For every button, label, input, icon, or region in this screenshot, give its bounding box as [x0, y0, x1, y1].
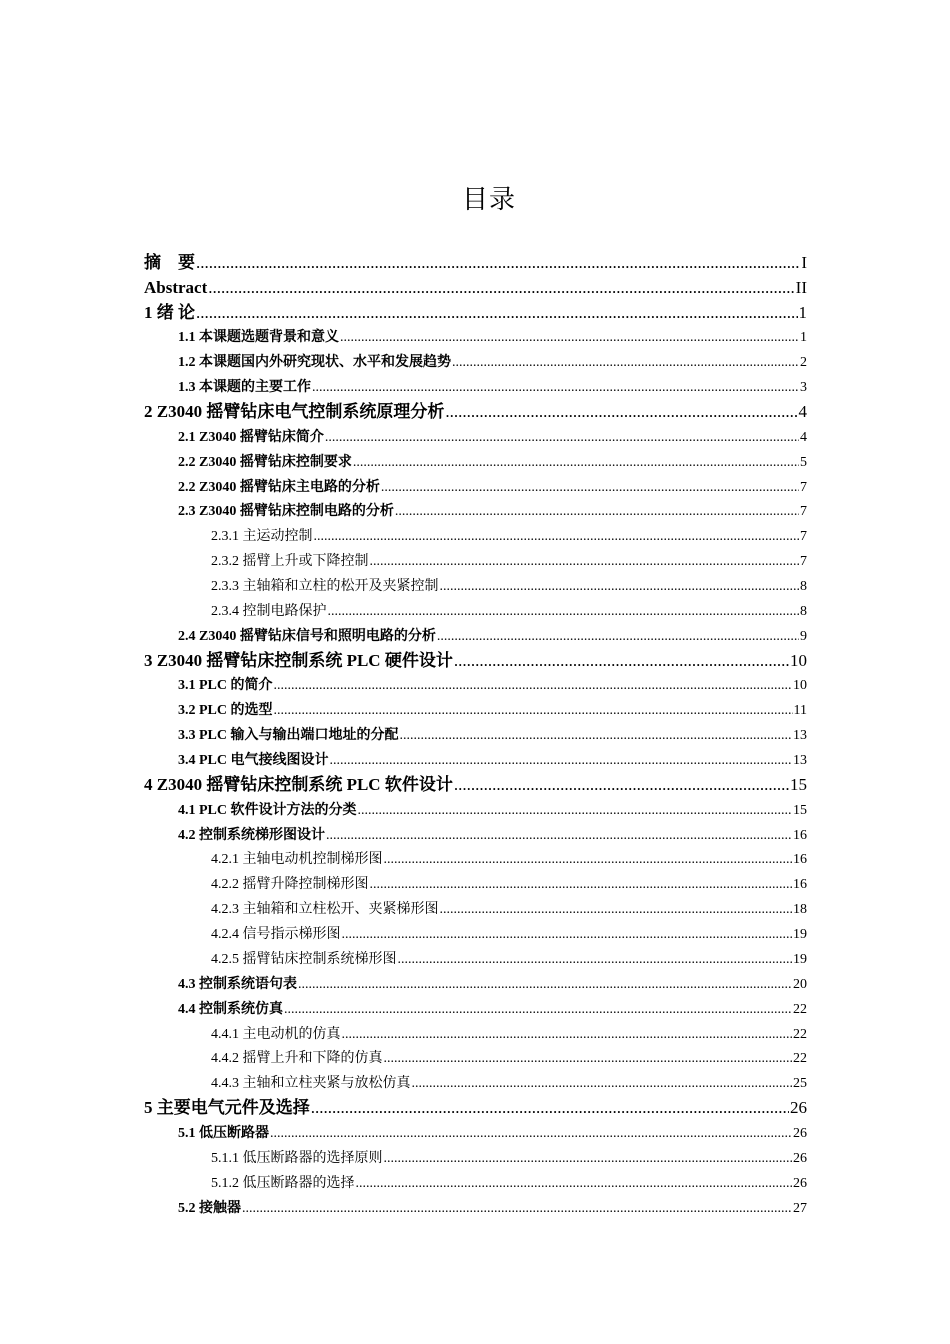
toc-page-number: 7 — [800, 529, 807, 545]
toc-dot-leader — [358, 801, 793, 821]
toc-entry-title: 4.1 PLC 软件设计方法的分类 — [178, 802, 357, 818]
toc-dot-leader — [326, 826, 792, 846]
toc-page-number: 26 — [793, 1175, 807, 1191]
toc-entry-title: 2.4 Z3040 摇臂钻床信号和照明电路的分析 — [178, 628, 436, 644]
toc-page-number: 3 — [800, 380, 807, 396]
toc-dot-leader — [274, 701, 793, 721]
toc-page-number: 16 — [793, 852, 807, 868]
toc-entry[interactable] — [144, 299, 807, 324]
toc-dot-leader — [370, 552, 800, 572]
toc-entry[interactable] — [144, 696, 807, 721]
toc-entry-title: 3 Z3040 摇臂钻床控制系统 PLC 硬件设计 — [144, 650, 453, 670]
toc-page-number: 10 — [790, 650, 807, 670]
toc-page-number: 26 — [793, 1150, 807, 1166]
toc-entry-title: 3.1 PLC 的简介 — [178, 678, 273, 694]
toc-entry-title: 摘 要 — [144, 252, 195, 272]
toc-dot-leader — [196, 252, 800, 274]
toc-entry-title: 1.2 本课题国内外研究现状、水平和发展趋势 — [178, 355, 451, 371]
toc-page-number: 7 — [800, 479, 807, 495]
toc-entry-title: 1.3 本课题的主要工作 — [178, 380, 311, 396]
toc-dot-leader — [412, 1074, 793, 1094]
toc-entry-title: 4.2 控制系统梯形图设计 — [178, 827, 325, 843]
toc-dot-leader — [370, 875, 793, 895]
toc-dot-leader — [342, 1025, 793, 1045]
toc-page-number: 26 — [793, 1125, 807, 1141]
toc-entry-title: 4 Z3040 摇臂钻床控制系统 PLC 软件设计 — [144, 774, 453, 794]
toc-entry[interactable] — [144, 622, 807, 647]
toc-dot-leader — [454, 774, 789, 796]
toc-entry-title: 2.3.4 控制电路保护 — [211, 603, 327, 619]
toc-entry[interactable] — [144, 970, 807, 995]
toc-dot-leader — [454, 650, 789, 672]
toc-dot-leader — [330, 751, 793, 771]
toc-entry[interactable] — [144, 995, 807, 1020]
toc-entry[interactable] — [144, 647, 807, 672]
toc-page-number: 4 — [800, 429, 807, 445]
toc-page-number: 4 — [798, 402, 807, 422]
toc-entry[interactable] — [144, 821, 807, 846]
toc-page-number: 11 — [793, 703, 807, 719]
toc-entry[interactable] — [144, 1069, 807, 1094]
toc-entry[interactable] — [144, 721, 807, 746]
toc-page-number: 1 — [798, 302, 807, 322]
toc-page-number: 22 — [793, 1001, 807, 1017]
table-of-contents — [144, 249, 807, 1219]
toc-entry[interactable] — [144, 746, 807, 771]
toc-entry[interactable] — [144, 249, 807, 274]
toc-page-number: I — [801, 252, 807, 272]
toc-entry-title: 1.1 本课题选题背景和意义 — [178, 330, 339, 346]
toc-dot-leader — [440, 577, 800, 597]
toc-page-number: 16 — [793, 827, 807, 843]
toc-entry-title: 5.1.2 低压断路器的选择 — [211, 1175, 355, 1191]
page-title: 目录 — [461, 185, 516, 215]
toc-page-number: II — [795, 277, 807, 297]
toc-entry[interactable] — [144, 1020, 807, 1045]
toc-entry-title: 4.4.1 主电动机的仿真 — [211, 1026, 341, 1042]
toc-entry[interactable] — [144, 1144, 807, 1169]
toc-entry-title: 3.4 PLC 电气接线图设计 — [178, 753, 329, 769]
toc-dot-leader — [353, 453, 799, 473]
toc-dot-leader — [270, 1124, 792, 1144]
toc-entry[interactable] — [144, 274, 807, 299]
toc-entry-title: 4.2.2 摇臂升降控制梯形图 — [211, 877, 369, 893]
toc-page-number: 15 — [790, 774, 807, 794]
toc-entry-title: 4.2.5 摇臂钻床控制系统梯形图 — [211, 951, 397, 967]
toc-dot-leader — [452, 353, 799, 373]
toc-entry-title: 2.3.3 主轴箱和立柱的松开及夹紧控制 — [211, 579, 439, 595]
toc-page-number: 25 — [793, 1076, 807, 1092]
toc-page-number: 15 — [793, 802, 807, 818]
toc-page-number: 22 — [793, 1026, 807, 1042]
toc-dot-leader — [445, 401, 797, 423]
toc-entry[interactable] — [144, 1045, 807, 1070]
toc-entry[interactable] — [144, 920, 807, 945]
toc-page-number: 2 — [800, 355, 807, 371]
toc-entry[interactable] — [144, 846, 807, 871]
toc-page-number: 7 — [800, 554, 807, 570]
toc-dot-leader — [196, 302, 798, 324]
toc-page-number: 22 — [793, 1051, 807, 1067]
toc-page-number: 10 — [793, 678, 807, 694]
toc-page-number: 27 — [793, 1200, 807, 1216]
toc-entry-title: 4.4 控制系统仿真 — [178, 1001, 283, 1017]
toc-entry-title: 2.3.1 主运动控制 — [211, 529, 313, 545]
toc-page-number: 16 — [793, 877, 807, 893]
toc-dot-leader — [384, 1149, 793, 1169]
toc-entry-title: 4.4.2 摇臂上升和下降的仿真 — [211, 1051, 383, 1067]
toc-entry-title: 1 绪 论 — [144, 302, 195, 322]
toc-entry[interactable] — [144, 895, 807, 920]
toc-page-number: 9 — [800, 628, 807, 644]
toc-dot-leader — [342, 925, 793, 945]
toc-entry-title: 2.2 Z3040 摇臂钻床主电路的分析 — [178, 479, 380, 495]
toc-entry-title: 2 Z3040 摇臂钻床电气控制系统原理分析 — [144, 402, 445, 422]
toc-page-number: 8 — [800, 603, 807, 619]
toc-entry[interactable] — [144, 498, 807, 523]
toc-entry[interactable] — [144, 1119, 807, 1144]
toc-dot-leader — [395, 502, 799, 522]
toc-entry-title: 3.2 PLC 的选型 — [178, 703, 273, 719]
toc-entry[interactable] — [144, 547, 807, 572]
toc-dot-leader — [284, 1000, 792, 1020]
toc-dot-leader — [328, 602, 800, 622]
toc-entry[interactable] — [144, 1169, 807, 1194]
toc-entry[interactable] — [144, 398, 807, 423]
toc-page-number: 20 — [793, 976, 807, 992]
toc-entry[interactable] — [144, 373, 807, 398]
toc-entry[interactable] — [144, 348, 807, 373]
toc-page-number: 26 — [790, 1098, 807, 1118]
toc-dot-leader — [356, 1174, 793, 1194]
toc-dot-leader — [398, 950, 793, 970]
toc-entry[interactable] — [144, 324, 807, 349]
toc-entry[interactable] — [144, 423, 807, 448]
toc-page-number: 13 — [793, 753, 807, 769]
toc-entry[interactable] — [144, 1194, 807, 1219]
toc-dot-leader — [208, 277, 794, 299]
toc-entry-title: 2.3.2 摇臂上升或下降控制 — [211, 554, 369, 570]
toc-page-number: 8 — [800, 579, 807, 595]
toc-page-number: 1 — [800, 330, 807, 346]
toc-dot-leader — [437, 627, 799, 647]
toc-entry-title: 2.2 Z3040 摇臂钻床控制要求 — [178, 454, 352, 470]
toc-entry-title: 4.2.4 信号指示梯形图 — [211, 927, 341, 943]
toc-entry-title: 5.2 接触器 — [178, 1200, 241, 1216]
toc-dot-leader — [311, 1097, 789, 1119]
toc-dot-leader — [325, 428, 799, 448]
toc-entry[interactable] — [144, 672, 807, 697]
toc-page-number: 19 — [793, 927, 807, 943]
toc-entry-title: 5.1.1 低压断路器的选择原则 — [211, 1150, 383, 1166]
toc-entry-title: 4.3 控制系统语句表 — [178, 976, 297, 992]
toc-entry[interactable] — [144, 597, 807, 622]
toc-entry[interactable] — [144, 572, 807, 597]
toc-entry[interactable] — [144, 1094, 807, 1119]
toc-entry-title: 4.2.3 主轴箱和立柱松开、夹紧梯形图 — [211, 902, 439, 918]
toc-dot-leader — [400, 726, 793, 746]
toc-entry-title: Abstract — [144, 277, 208, 297]
toc-entry[interactable] — [144, 448, 807, 473]
toc-dot-leader — [440, 900, 793, 920]
toc-page-number: 7 — [800, 504, 807, 520]
toc-dot-leader — [384, 1049, 793, 1069]
toc-entry-title: 3.3 PLC 输入与输出端口地址的分配 — [178, 728, 399, 744]
toc-entry-title: 5 主要电气元件及选择 — [144, 1098, 310, 1118]
toc-entry-title: 5.1 低压断路器 — [178, 1125, 269, 1141]
toc-entry[interactable] — [144, 870, 807, 895]
toc-dot-leader — [242, 1199, 792, 1219]
toc-entry-title: 2.3 Z3040 摇臂钻床控制电路的分析 — [178, 504, 394, 520]
toc-page-number: 18 — [793, 902, 807, 918]
toc-entry[interactable] — [144, 945, 807, 970]
toc-dot-leader — [381, 478, 799, 498]
toc-page-number: 5 — [800, 454, 807, 470]
toc-dot-leader — [314, 527, 800, 547]
toc-dot-leader — [384, 850, 793, 870]
toc-dot-leader — [298, 975, 792, 995]
toc-entry-title: 4.4.3 主轴和立柱夹紧与放松仿真 — [211, 1076, 411, 1092]
toc-entry[interactable] — [144, 796, 807, 821]
toc-entry-title: 2.1 Z3040 摇臂钻床简介 — [178, 429, 324, 445]
toc-entry[interactable] — [144, 473, 807, 498]
toc-page-number: 13 — [793, 728, 807, 744]
toc-entry[interactable] — [144, 771, 807, 796]
toc-dot-leader — [312, 378, 799, 398]
toc-dot-leader — [340, 328, 799, 348]
toc-page-number: 19 — [793, 951, 807, 967]
toc-dot-leader — [274, 676, 793, 696]
toc-entry[interactable] — [144, 522, 807, 547]
toc-entry-title: 4.2.1 主轴电动机控制梯形图 — [211, 852, 383, 868]
